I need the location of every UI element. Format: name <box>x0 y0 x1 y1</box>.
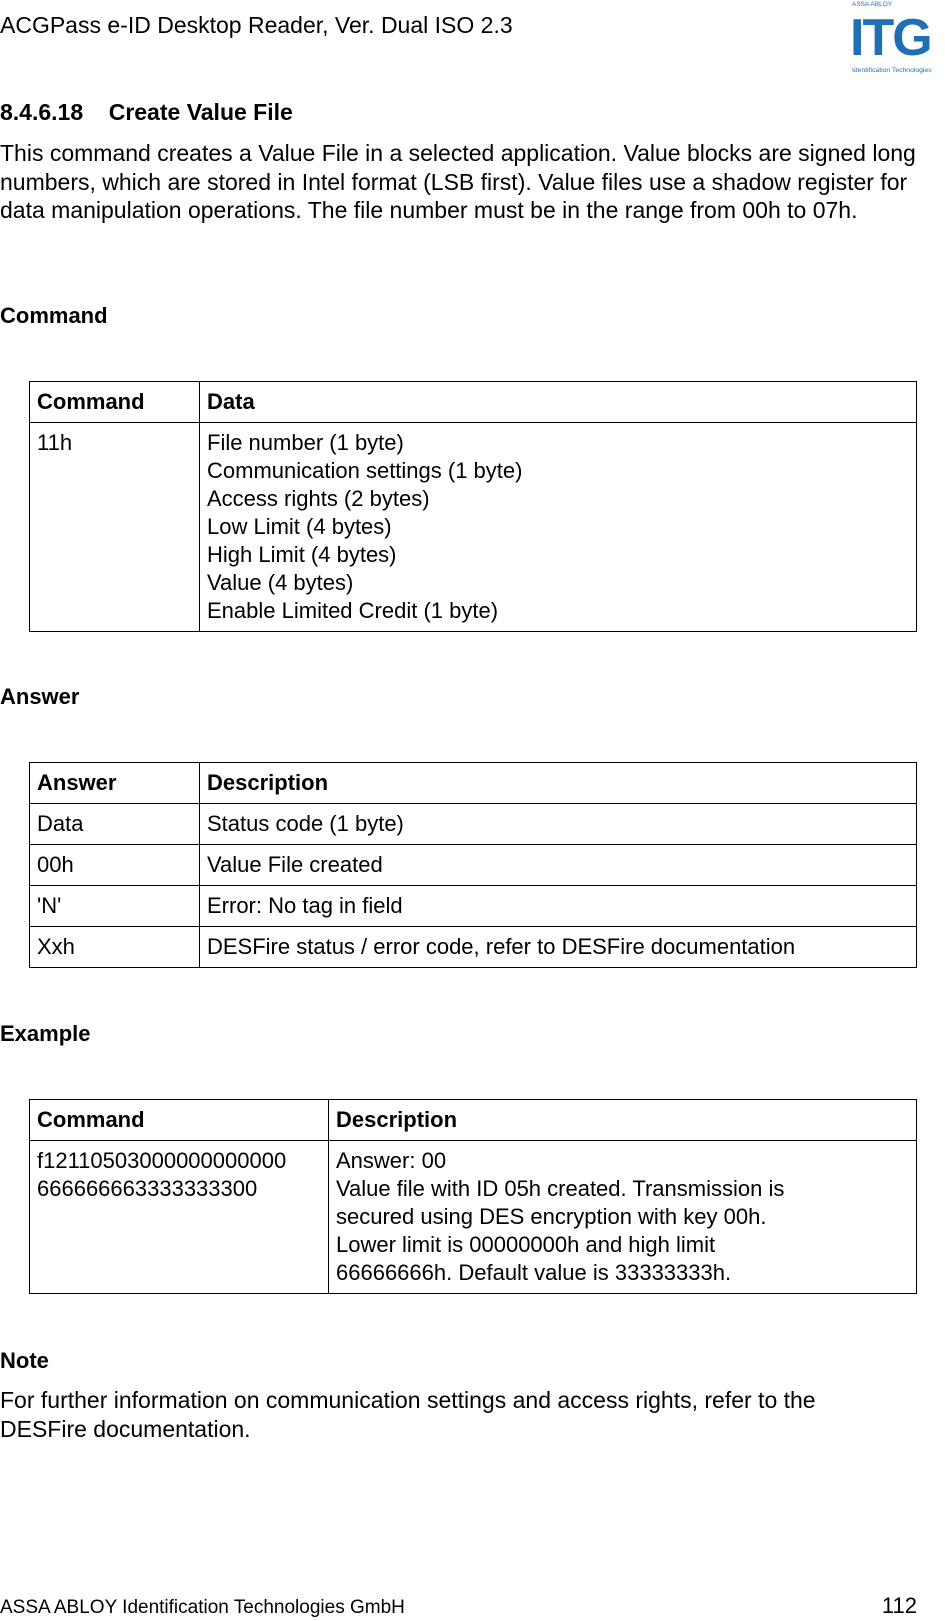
command-data <box>200 423 917 632</box>
command-line: f12110503000000000000 <box>37 1148 287 1173</box>
section-title: Create Value File <box>108 99 293 125</box>
data-line: High Limit (4 bytes) <box>207 542 397 567</box>
answer-table <box>29 762 917 968</box>
example-description <box>329 1141 917 1294</box>
page-number: 112 <box>881 1593 917 1618</box>
column-header: Command <box>30 1100 329 1141</box>
table-header-row <box>30 1100 917 1141</box>
footer-company: ASSA ABLOY Identification Technologies GmbH <box>0 1597 405 1618</box>
example-table <box>29 1099 917 1294</box>
table-row <box>30 927 917 968</box>
answer-code: Data <box>30 804 200 845</box>
data-line: Enable Limited Credit (1 byte) <box>207 598 499 623</box>
command-line: 666666663333333300 <box>37 1176 258 1201</box>
answer-description: Value File created <box>200 845 917 886</box>
table-row <box>30 423 917 632</box>
section-number: 8.4.6.18 <box>0 99 84 125</box>
answer-code: 00h <box>30 845 200 886</box>
column-header: Data <box>200 382 917 423</box>
table-row <box>30 886 917 927</box>
description-line: Answer: 00 <box>336 1148 447 1173</box>
table-row <box>30 804 917 845</box>
note-heading: Note <box>0 1348 49 1373</box>
column-header: Command <box>30 382 200 423</box>
description-line: secured using DES encryption with key 00h. <box>336 1204 767 1229</box>
example-heading: Example <box>0 1021 91 1046</box>
command-table <box>29 381 917 632</box>
description-line: Value file with ID 05h created. Transmission is <box>336 1176 785 1201</box>
column-header: Description <box>200 763 917 804</box>
table-row <box>30 845 917 886</box>
column-header: Description <box>329 1100 917 1141</box>
answer-description: Status code (1 byte) <box>200 804 917 845</box>
logo-top-text: ASSA ABLOY <box>852 1 893 8</box>
command-heading: Command <box>0 303 108 328</box>
column-header: Answer <box>30 763 200 804</box>
table-header-row <box>30 382 917 423</box>
itg-logo <box>850 0 943 78</box>
example-command <box>30 1141 329 1294</box>
note-text: For further information on communication settings and access rights, refer to the DESFire documentation. <box>0 1387 816 1442</box>
data-line: File number (1 byte) <box>207 430 404 455</box>
table-header-row <box>30 763 917 804</box>
command-code: 11h <box>30 423 200 632</box>
section-heading <box>0 98 293 126</box>
table-row <box>30 1141 917 1294</box>
answer-description: Error: No tag in field <box>200 886 917 927</box>
section-intro: This command creates a Value File in a selected application. Value blocks are signed long numbers, which are stored in Intel format (LSB first). Value files use a shadow register for data manipulation operations. The file number must be in the range from 00h to 07h. <box>0 140 916 223</box>
data-line: Value (4 bytes) <box>207 570 354 595</box>
data-line: Access rights (2 bytes) <box>207 486 430 511</box>
description-line: Lower limit is 00000000h and high limit <box>336 1232 716 1257</box>
logo-mark: ITG <box>850 9 931 67</box>
answer-heading: Answer <box>0 684 80 709</box>
answer-code: Xxh <box>30 927 200 968</box>
data-line: Communication settings (1 byte) <box>207 458 523 483</box>
answer-code: 'N' <box>30 886 200 927</box>
answer-description: DESFire status / error code, refer to DESFire documentation <box>200 927 917 968</box>
logo-bottom-text: Identification Technologies <box>852 67 932 74</box>
data-line: Low Limit (4 bytes) <box>207 514 392 539</box>
description-line: 66666666h. Default value is 33333333h. <box>336 1260 732 1285</box>
header-title: ACGPass e-ID Desktop Reader, Ver. Dual ISO 2.3 <box>0 12 513 38</box>
